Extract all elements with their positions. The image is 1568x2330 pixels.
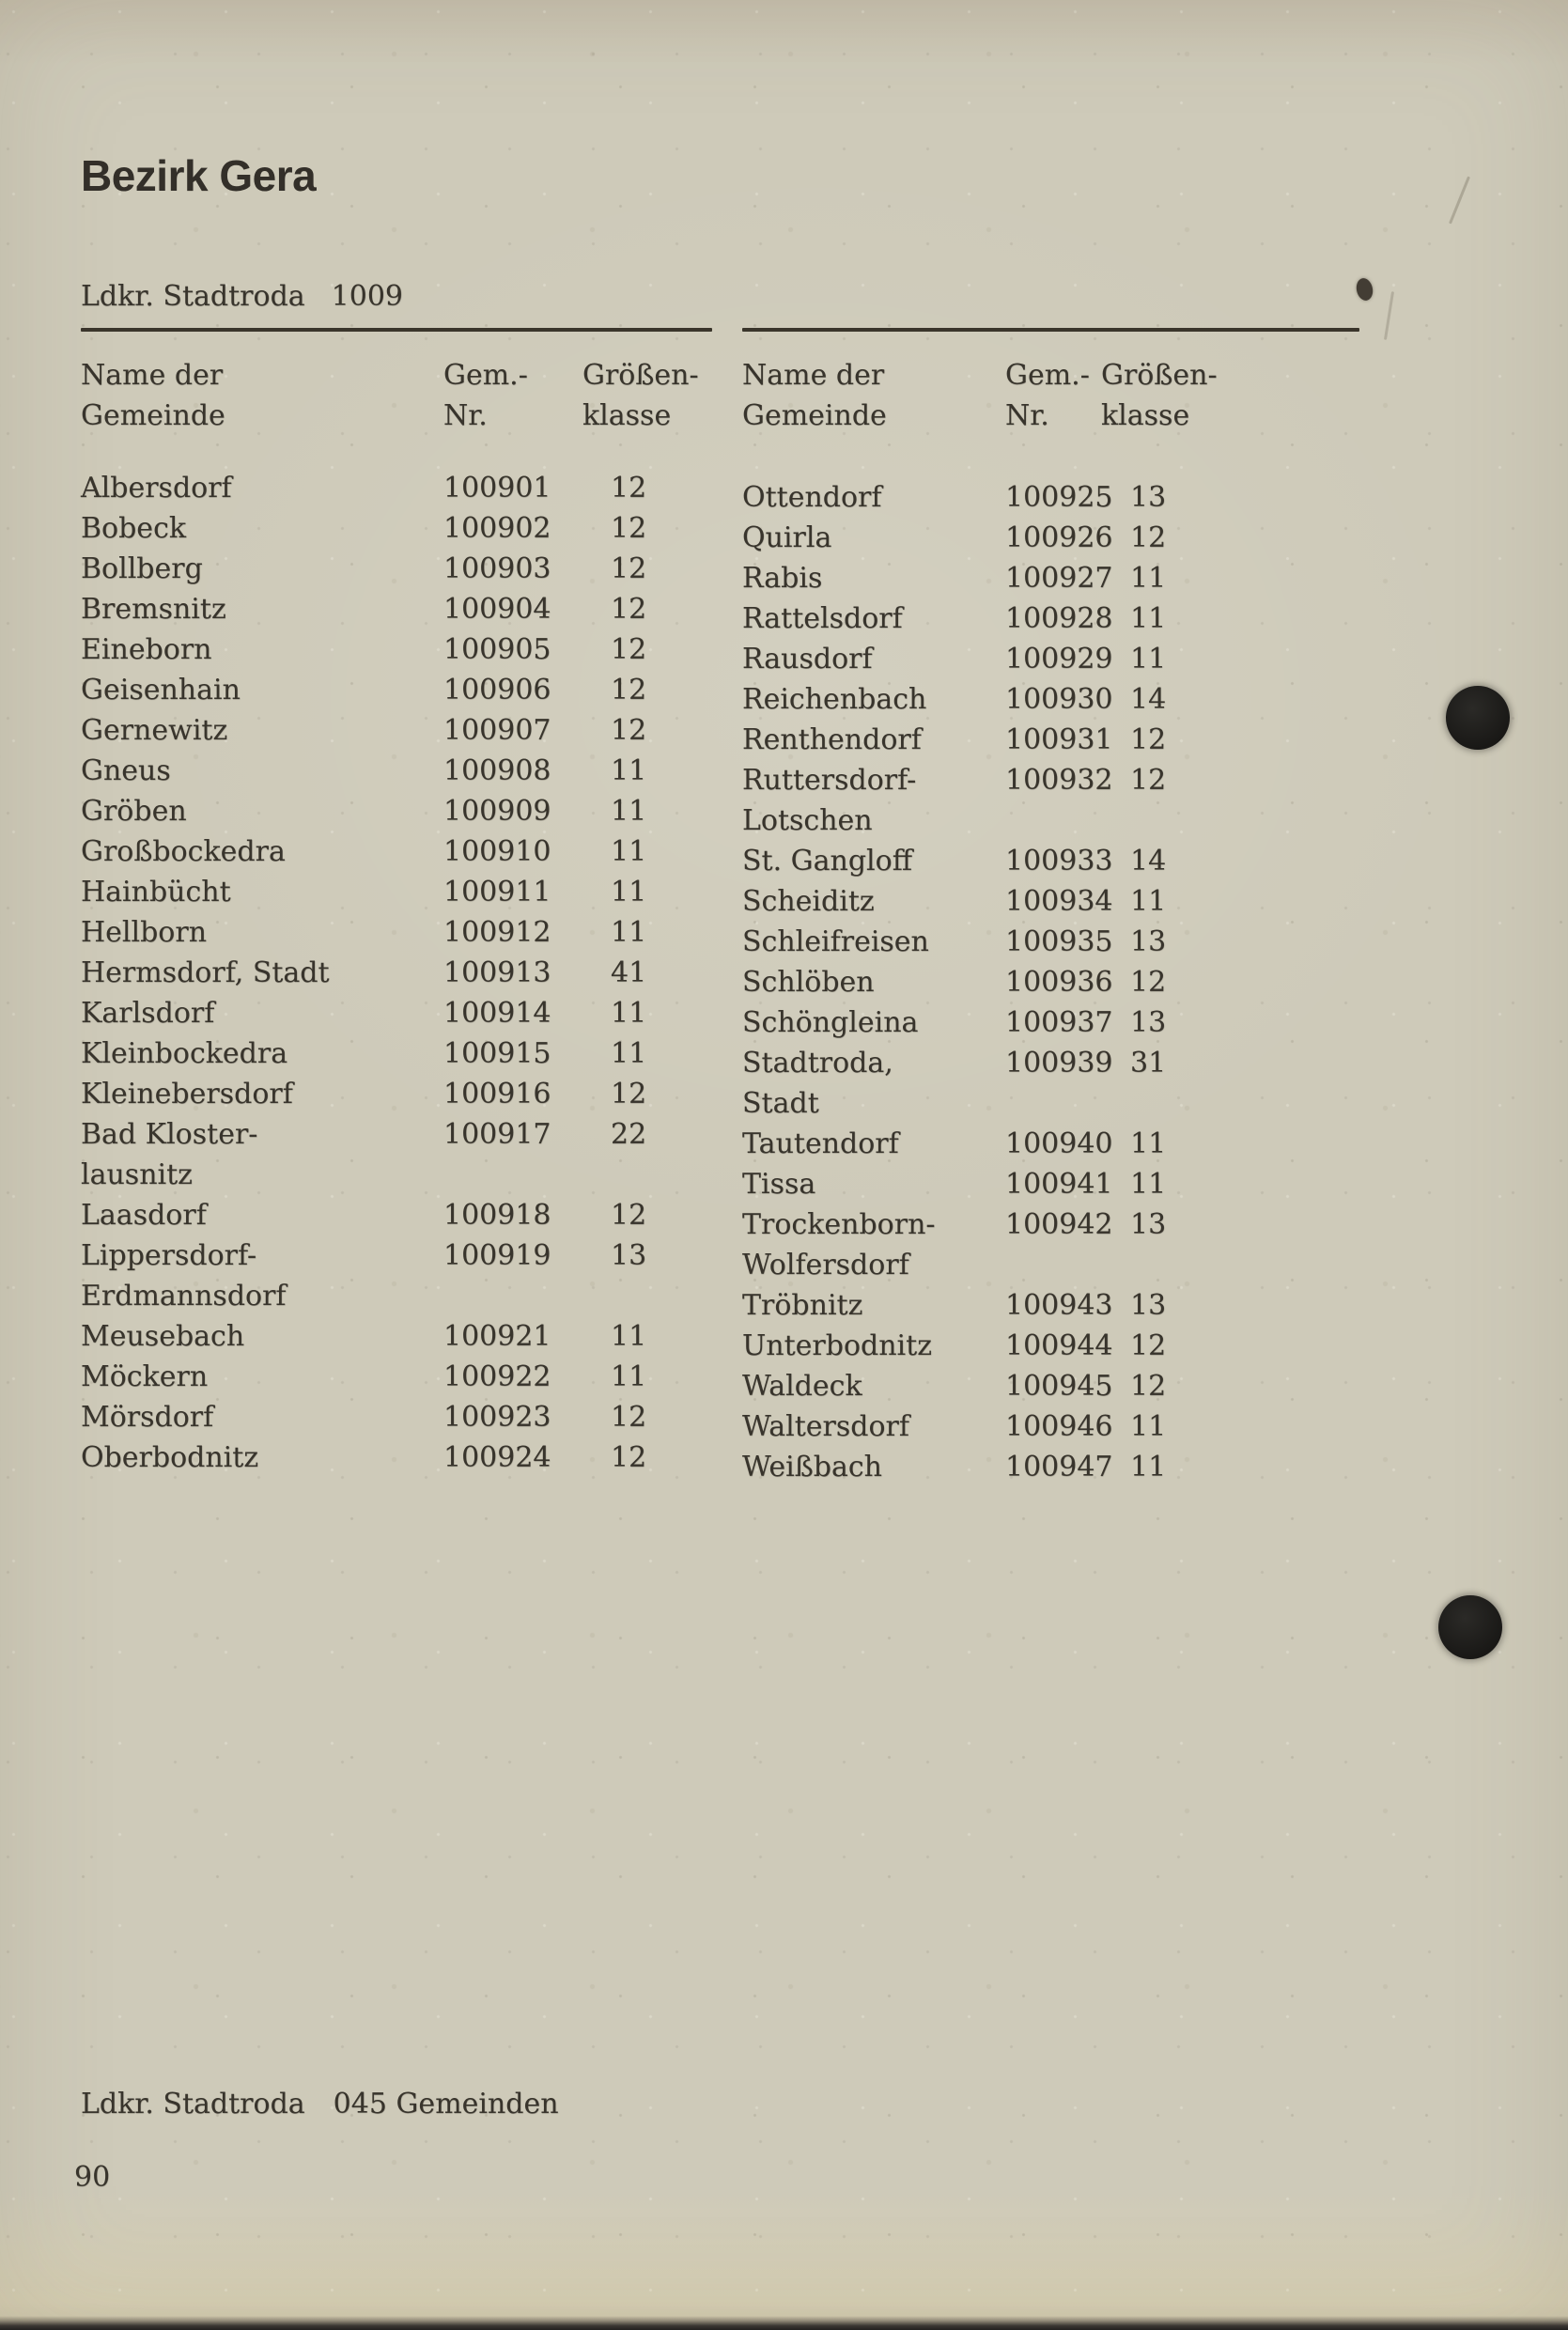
table-row xyxy=(81,791,712,831)
table-row xyxy=(81,468,712,508)
groessenklasse: 12 xyxy=(1130,764,1167,797)
gemeinde-nr: 100927 xyxy=(1005,562,1113,595)
gemeinde-nr: 100941 xyxy=(1005,1168,1113,1201)
gemeinde-nr: 100903 xyxy=(443,552,551,585)
gemeinde-nr: 100918 xyxy=(443,1199,551,1232)
gemeinde-name: Gernewitz xyxy=(81,714,228,747)
gemeinde-name: Schöngleina xyxy=(742,1006,919,1039)
table-row xyxy=(742,1204,1359,1245)
gemeinde-nr: 100914 xyxy=(443,997,551,1030)
gemeinde-name: Großbockedra xyxy=(81,835,286,868)
groessenklasse: 11 xyxy=(611,795,647,828)
gemeinde-nr: 100921 xyxy=(443,1320,551,1353)
gemeinde-nr: 100916 xyxy=(443,1078,551,1111)
groessenklasse: 11 xyxy=(611,876,647,909)
gemeinde-nr: 100932 xyxy=(1005,764,1113,797)
gemeinde-name: Bad Kloster- xyxy=(81,1118,258,1151)
footer-gemeinden-count: 045 Gemeinden xyxy=(333,2088,559,2120)
gemeinde-name: Tautendorf xyxy=(742,1127,899,1160)
gemeinde-name: Gröben xyxy=(81,795,187,828)
table-header-row xyxy=(81,355,712,396)
table-row xyxy=(742,881,1359,922)
groessenklasse: 12 xyxy=(611,552,647,585)
gemeinde-nr: 100944 xyxy=(1005,1329,1113,1362)
punch-hole xyxy=(1438,1595,1502,1659)
groessenklasse: 12 xyxy=(611,1441,647,1474)
groessenklasse: 11 xyxy=(611,1360,647,1393)
gemeinde-name: Bollberg xyxy=(81,552,203,585)
gemeinde-nr: 100936 xyxy=(1005,966,1113,999)
gemeinde-name: Rausdorf xyxy=(742,643,873,676)
column-header-klasse: klasse xyxy=(582,399,672,432)
groessenklasse: 11 xyxy=(1130,1451,1167,1483)
groessenklasse: 31 xyxy=(1130,1047,1167,1080)
gemeinde-name: Schleifreisen xyxy=(742,925,929,958)
table-header xyxy=(81,355,712,436)
gemeinde-nr: 100937 xyxy=(1005,1006,1113,1039)
table-header xyxy=(742,355,1359,436)
groessenklasse: 12 xyxy=(1130,966,1167,999)
table-row xyxy=(742,760,1359,800)
gemeinde-nr: 100930 xyxy=(1005,683,1113,716)
gemeinde-nr: 100947 xyxy=(1005,1451,1113,1483)
gemeinde-nr: 100905 xyxy=(443,633,551,666)
groessenklasse: 14 xyxy=(1130,683,1167,716)
groessenklasse: 12 xyxy=(611,674,647,707)
gemeinde-nr: 100939 xyxy=(1005,1047,1113,1080)
table-row xyxy=(81,1357,712,1397)
column-header-name: Name der xyxy=(742,359,885,392)
gemeinde-name: Geisenhain xyxy=(81,674,241,707)
groessenklasse: 12 xyxy=(1130,1329,1167,1362)
groessenklasse: 12 xyxy=(1130,723,1167,756)
table-row xyxy=(81,1397,712,1437)
table-row xyxy=(81,1437,712,1478)
groessenklasse: 12 xyxy=(1130,521,1167,554)
gemeinde-name: Schlöben xyxy=(742,966,875,999)
gemeinde-nr: 100929 xyxy=(1005,643,1113,676)
table-header-row xyxy=(742,355,1359,396)
groessenklasse: 11 xyxy=(1130,1127,1167,1160)
gemeinde-nr: 100906 xyxy=(443,674,551,707)
column-header-name: Name der xyxy=(81,359,224,392)
district-code: 1009 xyxy=(331,280,404,313)
groessenklasse: 12 xyxy=(611,512,647,545)
gemeinde-name: Tröbnitz xyxy=(742,1289,863,1322)
municipality-table-right xyxy=(742,328,1359,1487)
gemeinde-name: Trockenborn- xyxy=(742,1208,936,1241)
gemeinde-nr: 100933 xyxy=(1005,845,1113,878)
groessenklasse: 11 xyxy=(611,1320,647,1353)
gemeinde-nr: 100904 xyxy=(443,593,551,626)
gemeinde-name: Ruttersdorf- xyxy=(742,764,917,797)
column-header-nr: Nr. xyxy=(1005,399,1049,432)
gemeinde-name: Ottendorf xyxy=(742,481,882,514)
gemeinde-nr: 100924 xyxy=(443,1441,551,1474)
groessenklasse: 11 xyxy=(611,916,647,949)
table-row xyxy=(742,1326,1359,1366)
table-row xyxy=(742,1043,1359,1083)
table-row xyxy=(742,841,1359,881)
groessenklasse: 12 xyxy=(611,633,647,666)
gemeinde-nr: 100908 xyxy=(443,754,551,787)
gemeinde-name: Renthendorf xyxy=(742,723,922,756)
gemeinde-nr: 100946 xyxy=(1005,1410,1113,1443)
paper-scratch xyxy=(1384,291,1394,340)
table-row xyxy=(81,751,712,791)
table-row xyxy=(81,1155,712,1195)
gemeinde-name: Stadtroda, xyxy=(742,1047,893,1080)
column-header-nr: Gem.- xyxy=(1005,359,1090,392)
gemeinde-name: Reichenbach xyxy=(742,683,927,716)
groessenklasse: 13 xyxy=(1130,925,1167,958)
groessenklasse: 22 xyxy=(611,1118,647,1151)
gemeinde-name: Kleinbockedra xyxy=(81,1037,288,1070)
gemeinde-name: Unterbodnitz xyxy=(742,1329,933,1362)
ink-blot xyxy=(1355,276,1375,302)
groessenklasse: 11 xyxy=(1130,885,1167,918)
groessenklasse: 13 xyxy=(1130,1289,1167,1322)
gemeinde-nr: 100945 xyxy=(1005,1370,1113,1403)
table-row xyxy=(742,518,1359,558)
gemeinde-nr: 100915 xyxy=(443,1037,551,1070)
gemeinde-nr: 100925 xyxy=(1005,481,1113,514)
groessenklasse: 11 xyxy=(1130,643,1167,676)
table-row xyxy=(81,1033,712,1074)
gemeinde-name: Albersdorf xyxy=(81,472,232,505)
table-rule xyxy=(742,328,1359,332)
groessenklasse: 13 xyxy=(1130,1208,1167,1241)
paper-scratch xyxy=(1449,176,1470,224)
groessenklasse: 12 xyxy=(611,593,647,626)
table-row xyxy=(742,679,1359,720)
gemeinde-nr: 100926 xyxy=(1005,521,1113,554)
gemeinde-name: Quirla xyxy=(742,521,832,554)
gemeinde-name: Tissa xyxy=(742,1168,816,1201)
gemeinde-name: Bobeck xyxy=(81,512,187,545)
gemeinde-nr: 100922 xyxy=(443,1360,551,1393)
gemeinde-name: Rabis xyxy=(742,562,823,595)
table-row xyxy=(742,1002,1359,1043)
table-row xyxy=(81,1114,712,1155)
gemeinde-nr: 100909 xyxy=(443,795,551,828)
groessenklasse: 12 xyxy=(611,472,647,505)
column-header-nr: Gem.- xyxy=(443,359,528,392)
column-header-name: Gemeinde xyxy=(81,399,225,432)
table-row xyxy=(742,922,1359,962)
table-row xyxy=(81,589,712,629)
gemeinde-name: Oberbodnitz xyxy=(81,1441,259,1474)
table-row xyxy=(742,962,1359,1002)
gemeinde-name: Karlsdorf xyxy=(81,997,215,1030)
table-row xyxy=(81,1195,712,1235)
table-row xyxy=(81,1074,712,1114)
page-title: Bezirk Gera xyxy=(81,150,317,200)
table-row xyxy=(81,831,712,872)
gemeinde-name: lausnitz xyxy=(81,1158,193,1191)
gemeinde-nr: 100923 xyxy=(443,1401,551,1434)
groessenklasse: 11 xyxy=(611,835,647,868)
table-row xyxy=(742,800,1359,841)
gemeinde-name: Bremsnitz xyxy=(81,593,226,626)
gemeinde-name: Hainbücht xyxy=(81,876,231,909)
gemeinde-name: Weißbach xyxy=(742,1451,882,1483)
table-row xyxy=(81,629,712,670)
gemeinde-nr: 100912 xyxy=(443,916,551,949)
gemeinde-nr: 100911 xyxy=(443,876,551,909)
gemeinde-nr: 100913 xyxy=(443,956,551,989)
table-header-row xyxy=(742,396,1359,436)
gemeinde-nr: 100928 xyxy=(1005,602,1113,635)
groessenklasse: 13 xyxy=(611,1239,647,1272)
table-header-row xyxy=(81,396,712,436)
table-row xyxy=(742,1366,1359,1406)
table-row xyxy=(81,710,712,751)
municipality-table-left xyxy=(81,328,712,1478)
gemeinde-nr: 100907 xyxy=(443,714,551,747)
groessenklasse: 41 xyxy=(611,956,647,989)
gemeinde-nr: 100943 xyxy=(1005,1289,1113,1322)
gemeinde-name: Lippersdorf- xyxy=(81,1239,257,1272)
table-row xyxy=(742,1285,1359,1326)
groessenklasse: 11 xyxy=(611,997,647,1030)
groessenklasse: 14 xyxy=(1130,845,1167,878)
gemeinde-nr: 100931 xyxy=(1005,723,1113,756)
gemeinde-nr: 100934 xyxy=(1005,885,1113,918)
district-header-line xyxy=(81,280,403,314)
right-table-body xyxy=(742,477,1359,1487)
left-table-body xyxy=(81,468,712,1478)
gemeinde-name: Laasdorf xyxy=(81,1199,207,1232)
gemeinde-name: Möckern xyxy=(81,1360,209,1393)
gemeinde-name: Stadt xyxy=(742,1087,819,1120)
punch-hole xyxy=(1446,686,1510,750)
groessenklasse: 11 xyxy=(1130,1410,1167,1443)
groessenklasse: 12 xyxy=(611,1078,647,1111)
gemeinde-nr: 100942 xyxy=(1005,1208,1113,1241)
groessenklasse: 12 xyxy=(1130,1370,1167,1403)
gemeinde-name: Hermsdorf, Stadt xyxy=(81,956,330,989)
gemeinde-name: Mörsdorf xyxy=(81,1401,214,1434)
table-row xyxy=(742,720,1359,760)
table-row xyxy=(81,670,712,710)
groessenklasse: 12 xyxy=(611,1199,647,1232)
gemeinde-nr: 100919 xyxy=(443,1239,551,1272)
table-row xyxy=(742,1245,1359,1285)
gemeinde-name: Waltersdorf xyxy=(742,1410,909,1443)
gemeinde-nr: 100901 xyxy=(443,472,551,505)
gemeinde-nr: 100935 xyxy=(1005,925,1113,958)
table-row xyxy=(81,1316,712,1357)
gemeinde-name: Kleinebersdorf xyxy=(81,1078,293,1111)
groessenklasse: 11 xyxy=(1130,1168,1167,1201)
table-rule xyxy=(81,328,712,332)
column-header-name: Gemeinde xyxy=(742,399,887,432)
groessenklasse: 11 xyxy=(611,754,647,787)
gemeinde-name: Hellborn xyxy=(81,916,208,949)
table-row xyxy=(81,1235,712,1276)
table-row xyxy=(742,1447,1359,1487)
table-row xyxy=(81,993,712,1033)
gemeinde-name: Waldeck xyxy=(742,1370,862,1403)
column-header-klasse: klasse xyxy=(1101,399,1190,432)
groessenklasse: 12 xyxy=(611,714,647,747)
gemeinde-nr: 100917 xyxy=(443,1118,551,1151)
gemeinde-nr: 100902 xyxy=(443,512,551,545)
district-footer-line xyxy=(81,2088,559,2121)
groessenklasse: 11 xyxy=(1130,602,1167,635)
gemeinde-nr: 100910 xyxy=(443,835,551,868)
groessenklasse: 11 xyxy=(611,1037,647,1070)
gemeinde-name: Scheiditz xyxy=(742,885,875,918)
table-row xyxy=(742,477,1359,518)
table-row xyxy=(81,1276,712,1316)
gemeinde-name: St. Gangloff xyxy=(742,845,913,878)
district-label: Ldkr. Stadtroda xyxy=(81,280,305,313)
gemeinde-name: Rattelsdorf xyxy=(742,602,903,635)
gemeinde-name: Meusebach xyxy=(81,1320,245,1353)
groessenklasse: 12 xyxy=(611,1401,647,1434)
table-row xyxy=(742,1083,1359,1124)
gemeinde-name: Wolfersdorf xyxy=(742,1249,909,1282)
table-row xyxy=(81,549,712,589)
table-row xyxy=(742,639,1359,679)
gemeinde-name: Erdmannsdorf xyxy=(81,1280,287,1313)
gemeinde-nr: 100940 xyxy=(1005,1127,1113,1160)
groessenklasse: 13 xyxy=(1130,1006,1167,1039)
table-row xyxy=(742,1124,1359,1164)
table-row xyxy=(742,558,1359,598)
table-row xyxy=(742,1406,1359,1447)
table-row xyxy=(81,508,712,549)
table-row xyxy=(742,1164,1359,1204)
gemeinde-name: Eineborn xyxy=(81,633,212,666)
column-header-klasse: Größen- xyxy=(1101,359,1218,392)
page-number: 90 xyxy=(74,2161,111,2194)
gemeinde-name: Gneus xyxy=(81,754,171,787)
table-row xyxy=(81,872,712,912)
table-row xyxy=(742,598,1359,639)
gemeinde-name: Lotschen xyxy=(742,804,873,837)
groessenklasse: 13 xyxy=(1130,481,1167,514)
footer-district-label: Ldkr. Stadtroda xyxy=(81,2088,305,2120)
column-header-nr: Nr. xyxy=(443,399,488,432)
table-row xyxy=(81,912,712,953)
groessenklasse: 11 xyxy=(1130,562,1167,595)
column-header-klasse: Größen- xyxy=(582,359,699,392)
table-row xyxy=(81,953,712,993)
